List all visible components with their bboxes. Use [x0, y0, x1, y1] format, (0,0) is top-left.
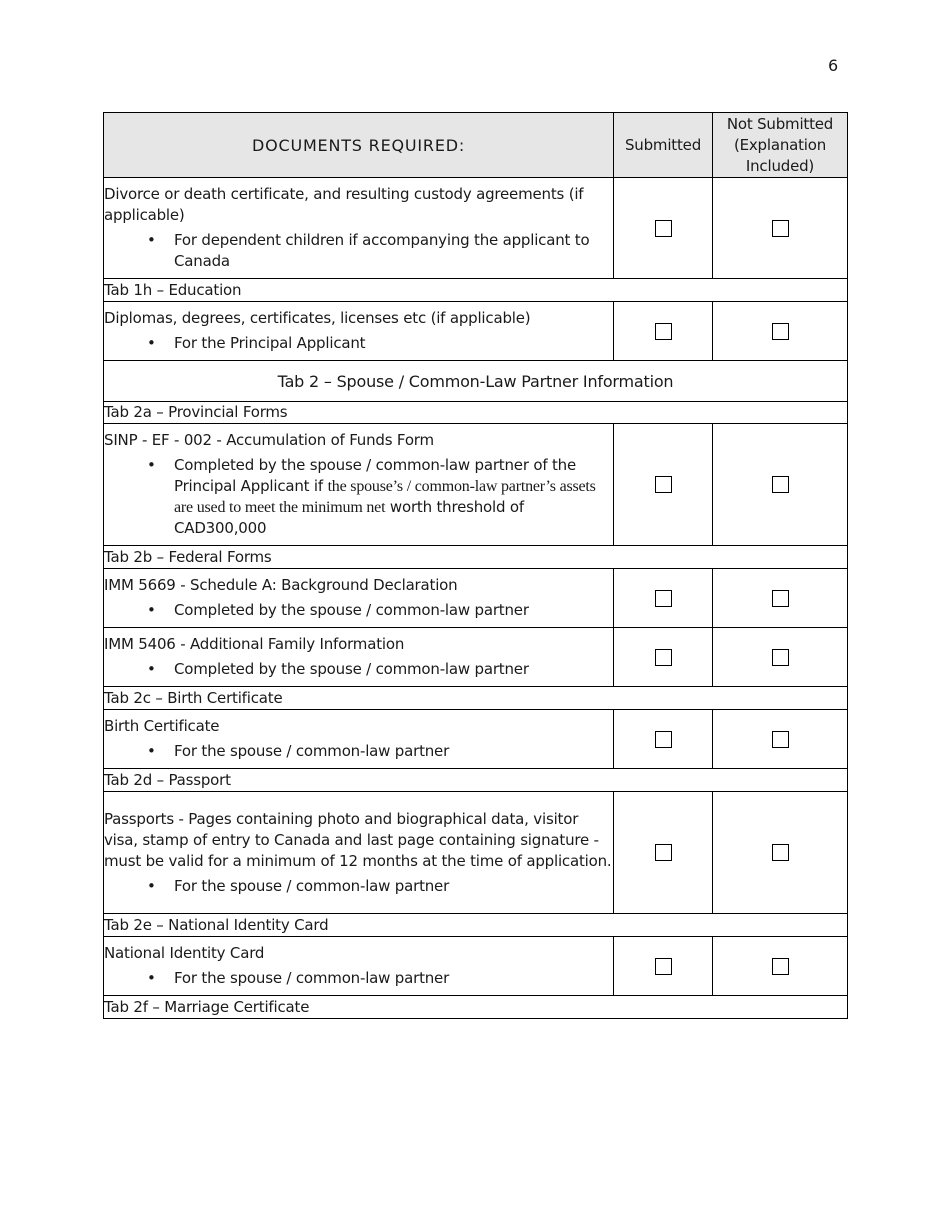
- document-title: Birth Certificate: [104, 717, 220, 735]
- header-not-submitted: [713, 113, 848, 178]
- header-not-submitted-line1: Not Submitted: [726, 114, 834, 133]
- table-row: [104, 424, 848, 546]
- tab-heading-1h: Tab 1h – Education: [104, 279, 848, 302]
- document-title: Diplomas, degrees, certificates, licenses etc (if applicable): [104, 309, 531, 327]
- table-row: [104, 279, 848, 302]
- document-bullet: • Completed by the spouse / common-law partner: [174, 600, 613, 621]
- document-item-birth-certificate: [104, 710, 614, 769]
- table-row: [104, 937, 848, 996]
- table-row: [104, 687, 848, 710]
- not-submitted-checkbox[interactable]: [772, 958, 789, 975]
- document-title: IMM 5406 - Additional Family Information: [104, 635, 405, 653]
- document-title: IMM 5669 - Schedule A: Background Declaration: [104, 576, 458, 594]
- tab-heading-2e: Tab 2e – National Identity Card: [104, 914, 848, 937]
- table-row: [104, 361, 848, 402]
- submitted-checkbox[interactable]: [655, 590, 672, 607]
- tab-heading-2b: Tab 2b – Federal Forms: [104, 546, 848, 569]
- document-bullet: • For the spouse / common-law partner: [174, 876, 613, 897]
- table-row: [104, 302, 848, 361]
- tab-heading-2a: Tab 2a – Provincial Forms: [104, 402, 848, 424]
- submitted-checkbox[interactable]: [655, 476, 672, 493]
- table-header-row: [104, 113, 848, 178]
- table-row: [104, 402, 848, 424]
- not-submitted-checkbox[interactable]: [772, 590, 789, 607]
- not-submitted-checkbox[interactable]: [772, 844, 789, 861]
- not-submitted-checkbox[interactable]: [772, 220, 789, 237]
- not-submitted-checkbox[interactable]: [772, 649, 789, 666]
- document-item-national-identity-card: [104, 937, 614, 996]
- document-item-sinp: [104, 424, 614, 546]
- document-item-imm5406: [104, 628, 614, 687]
- not-submitted-checkbox[interactable]: [772, 731, 789, 748]
- not-submitted-checkbox[interactable]: [772, 476, 789, 493]
- document-item-imm5669: [104, 569, 614, 628]
- document-title: Passports - Pages containing photo and biographical data, visitor visa, stamp of entry to Canada and last page containing signature - must be valid for a minimum of 12 months at the time of application.: [104, 809, 612, 870]
- page-number: 6: [828, 56, 839, 75]
- document-title: Divorce or death certificate, and resulting custody agreements (if applicable): [104, 185, 584, 224]
- tab-heading-2f: Tab 2f – Marriage Certificate: [104, 996, 848, 1019]
- document-bullet: • For the Principal Applicant: [174, 333, 613, 354]
- header-not-submitted-line2: (Explanation: [733, 135, 827, 154]
- table-row: [104, 178, 848, 279]
- submitted-checkbox[interactable]: [655, 958, 672, 975]
- document-title: National Identity Card: [104, 944, 265, 962]
- document-title: SINP - EF - 002 - Accumulation of Funds Form: [104, 431, 434, 449]
- document-bullet: • For the spouse / common-law partner: [174, 741, 613, 762]
- document-bullet: • Completed by the spouse / common-law partner: [174, 659, 613, 680]
- header-not-submitted-line3: Included): [745, 156, 815, 175]
- table-row: [104, 569, 848, 628]
- header-submitted: Submitted: [614, 113, 713, 178]
- document-item-divorce: [104, 178, 614, 279]
- header-documents-required: DOCUMENTS REQUIRED:: [104, 113, 614, 178]
- document-bullet: • For the spouse / common-law partner: [174, 968, 613, 989]
- bullet-text-part3: worth threshold of CAD300,000: [174, 498, 524, 537]
- table-row: [104, 914, 848, 937]
- table-row: [104, 710, 848, 769]
- tab-heading-2c: Tab 2c – Birth Certificate: [104, 687, 848, 710]
- table-row: [104, 792, 848, 914]
- section-heading-tab-2: Tab 2 – Spouse / Common-Law Partner Information: [104, 361, 848, 402]
- submitted-checkbox[interactable]: [655, 731, 672, 748]
- bullet-text-part1: Completed by the spouse / common-law partner of the Principal Applicant if: [174, 456, 576, 495]
- document-item-diplomas: [104, 302, 614, 361]
- document-item-passport: [104, 792, 614, 914]
- bullet-text-part2: the spouse’s / common-law partner’s assets are used to meet the minimum net: [174, 478, 596, 516]
- table-row: [104, 546, 848, 569]
- submitted-checkbox[interactable]: [655, 649, 672, 666]
- submitted-checkbox[interactable]: [655, 844, 672, 861]
- document-bullet: • For dependent children if accompanying the applicant to Canada: [174, 230, 613, 272]
- not-submitted-checkbox[interactable]: [772, 323, 789, 340]
- table-row: [104, 628, 848, 687]
- documents-checklist-table: [103, 112, 848, 1019]
- tab-heading-2d: Tab 2d – Passport: [104, 769, 848, 792]
- table-row: [104, 769, 848, 792]
- document-bullet: [174, 455, 613, 539]
- submitted-checkbox[interactable]: [655, 220, 672, 237]
- table-row: [104, 996, 848, 1019]
- submitted-checkbox[interactable]: [655, 323, 672, 340]
